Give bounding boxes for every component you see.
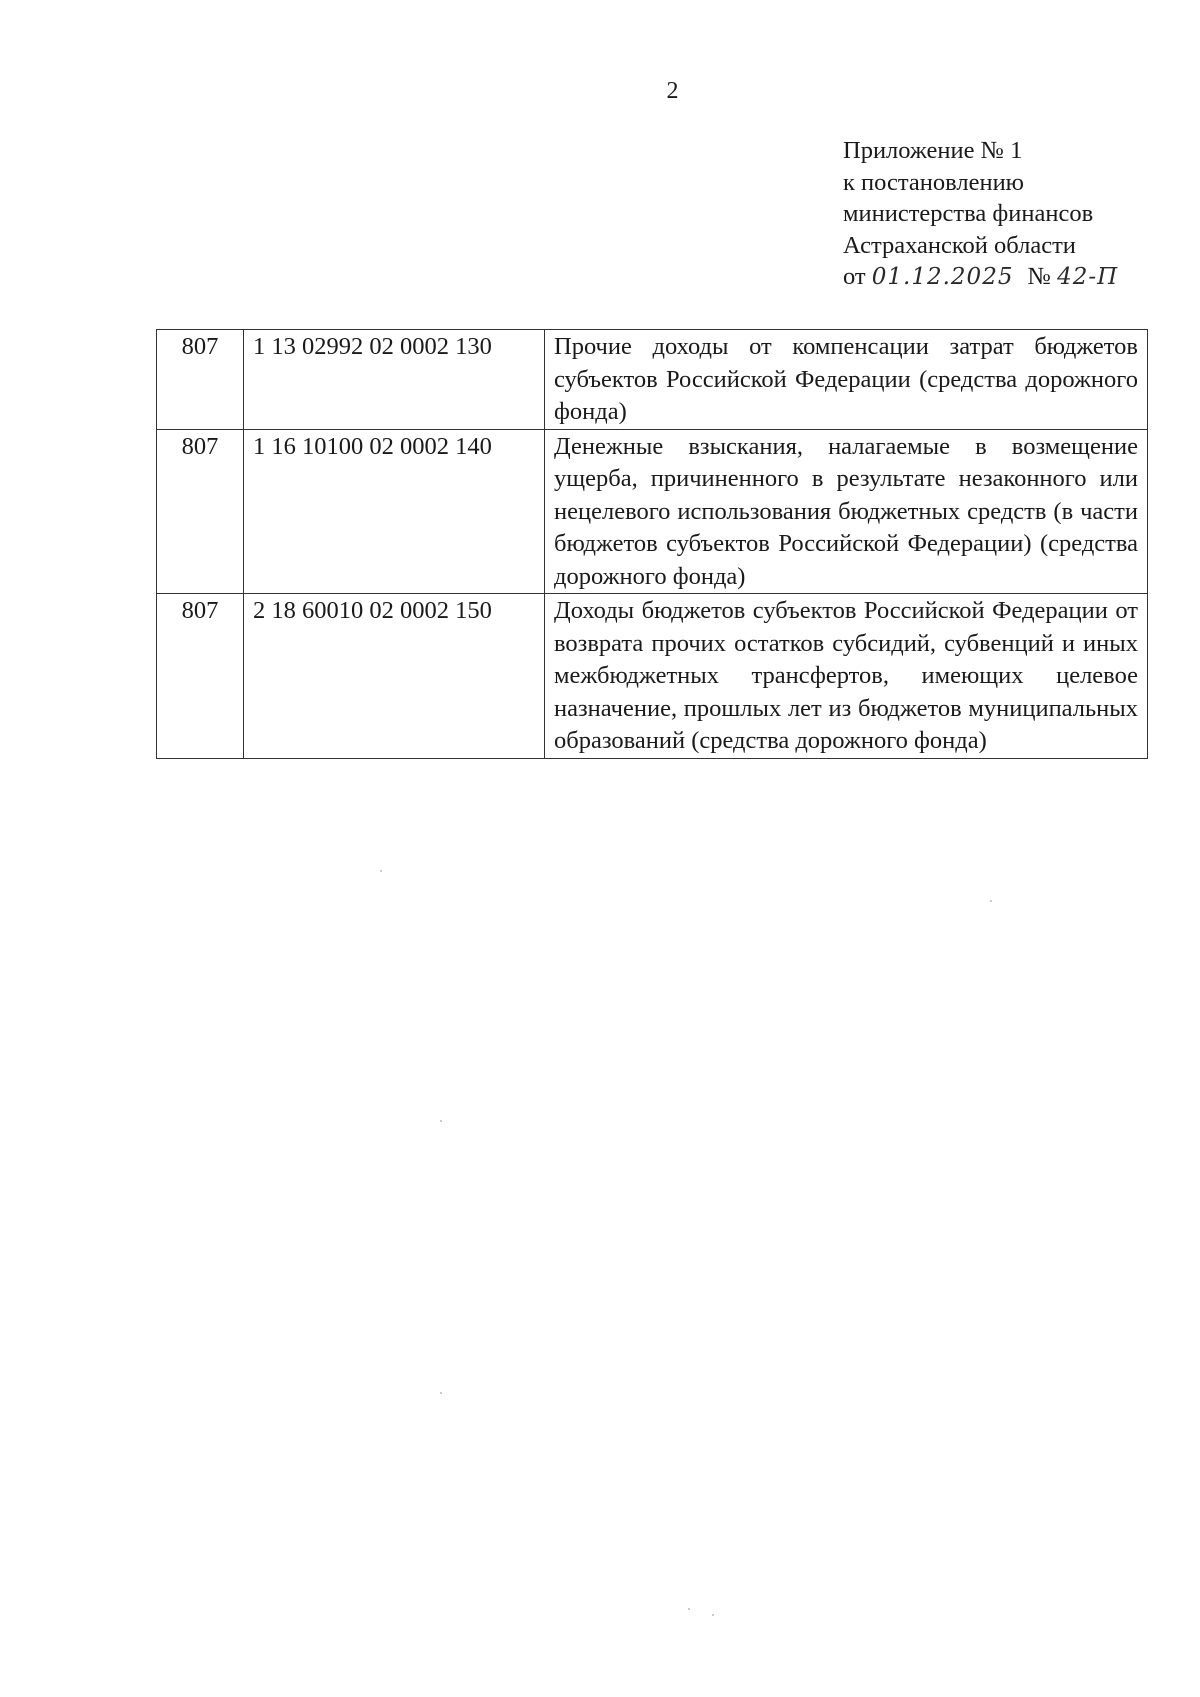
revenue-name-cell: Денежные взыскания, налагаемые в возмещение ущерба, причиненного в результате незаконного или нецелевого использования бюджетных средств (в части бюджетов субъектов Российской Федерации) (средства дорожного фонда) — [545, 429, 1148, 594]
appendix-line-3: министерства финансов — [843, 200, 1094, 227]
kbk-cell: 1 13 02992 02 0002 130 — [244, 330, 545, 430]
page-number: 2 — [666, 78, 679, 104]
admin-code-cell: 807 — [157, 330, 244, 430]
appendix-line-4: Астраханской области — [843, 231, 1076, 259]
revenue-codes-table — [156, 329, 1148, 759]
kbk-cell: 2 18 60010 02 0002 150 — [244, 594, 545, 759]
scan-speck — [380, 870, 382, 872]
appendix-title: Приложение № 1 — [843, 137, 1023, 164]
handwritten-date: 01.12.2025 — [871, 264, 1014, 290]
scan-speck — [712, 1614, 714, 1616]
admin-code-cell: 807 — [157, 429, 244, 594]
revenue-name-cell: Прочие доходы от компенсации затрат бюджетов субъектов Российской Федерации (средства дорожного фонда) — [545, 330, 1148, 430]
revenue-name-cell: Доходы бюджетов субъектов Российской Федерации от возврата прочих остатков субсидий, субвенций и иных межбюджетных трансфертов, имеющих целевое назначение, прошлых лет из бюджетов муниципальных образований (средства дорожного фонда) — [545, 594, 1148, 759]
table-row — [157, 594, 1148, 759]
scan-speck — [688, 1608, 690, 1610]
appendix-line-2: к постановлению — [843, 168, 1024, 196]
table-row — [157, 330, 1148, 430]
table-row — [157, 429, 1148, 594]
date-prefix: от — [843, 263, 866, 290]
scan-speck — [990, 900, 992, 902]
handwritten-number: 42-П — [1057, 264, 1119, 290]
scan-speck — [440, 1392, 442, 1394]
scan-speck — [440, 1120, 442, 1122]
kbk-cell: 1 16 10100 02 0002 140 — [244, 429, 545, 594]
number-prefix: № — [1027, 263, 1051, 290]
appendix-date-line — [843, 261, 1118, 294]
appendix-header — [843, 135, 1118, 294]
admin-code-cell: 807 — [157, 594, 244, 759]
